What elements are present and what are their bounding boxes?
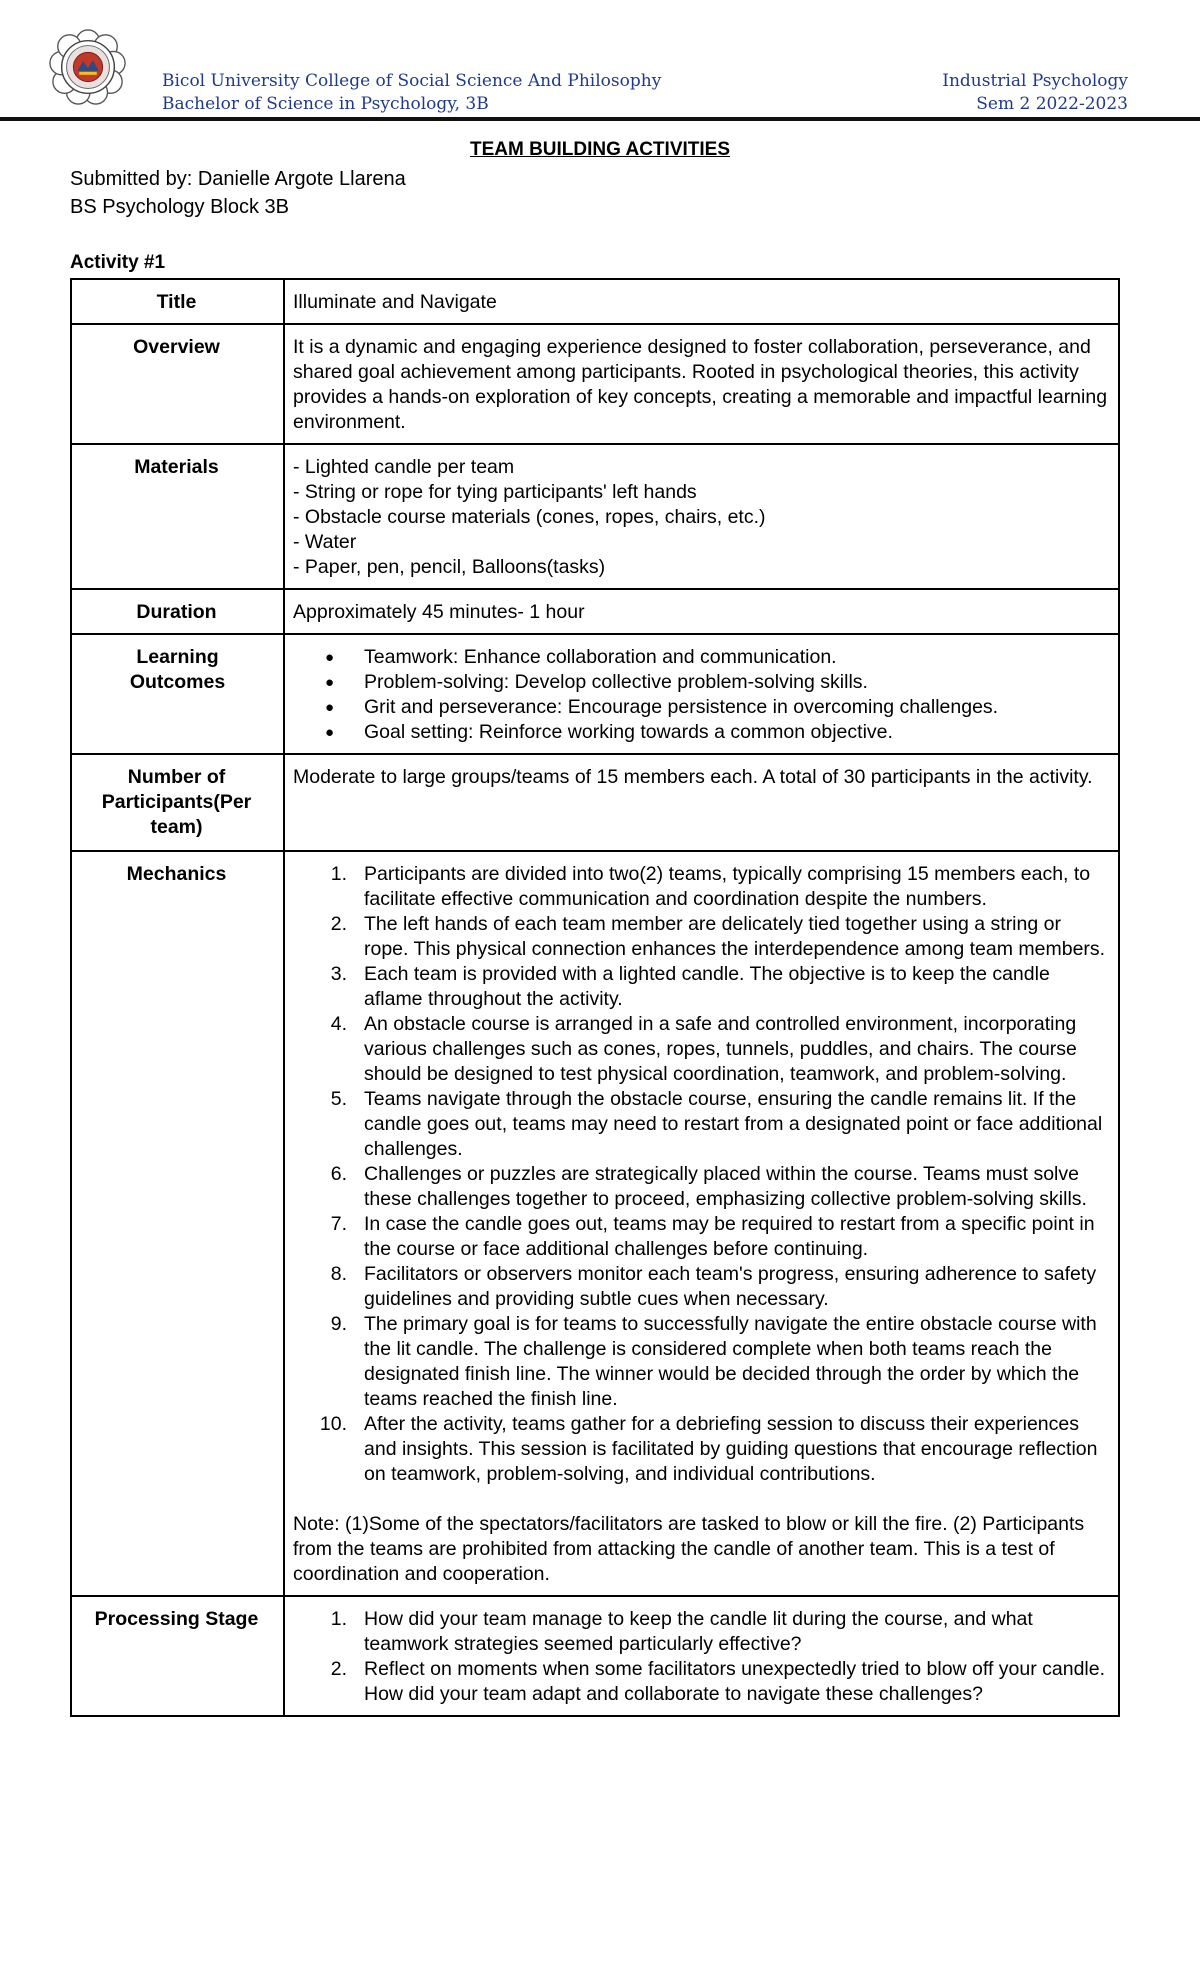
mechanics-item: 9. The primary goal is for teams to successfully navigate the entire obstacle course with the lit candle. The challenge is considered complete when both teams reach the designated finish line. The winner would be decided through the order by which the teams reached the finish line.	[330, 1313, 1097, 1410]
header-divider	[0, 117, 1200, 121]
materials-label: Materials	[71, 444, 284, 589]
mechanics-label: Mechanics	[71, 851, 284, 1596]
material-item: - String or rope for tying participants' left hands	[293, 481, 697, 503]
processing-item: 1. How did your team manage to keep the candle lit during the course, and what teamwork strategies seemed particularly effective?	[330, 1608, 1033, 1655]
processing-item: 2. Reflect on moments when some facilitators unexpectedly tried to blow off your candle. How did your team adapt and collaborate to navigate these challenges?	[330, 1658, 1106, 1705]
outcomes-label: Learning Outcomes	[71, 634, 284, 754]
outcome-item: ● Teamwork: Enhance collaboration and communication.	[293, 645, 1108, 670]
outcome-item: ● Goal setting: Reinforce working towards a common objective.	[293, 720, 1108, 745]
college-heading	[162, 70, 661, 116]
processing-label: Processing Stage	[71, 1596, 284, 1716]
participants-value: Moderate to large groups/teams of 15 members each. A total of 30 participants in the activity.	[284, 754, 1119, 851]
document-header	[0, 0, 1200, 122]
material-item: - Obstacle course materials (cones, ropes, chairs, etc.)	[293, 506, 766, 528]
title-value: Illuminate and Navigate	[284, 279, 1119, 324]
outcomes-value	[284, 634, 1119, 754]
outcomes-list	[293, 645, 1108, 745]
participants-label: Number of Participants(Per team)	[71, 754, 284, 851]
document-title: TEAM BUILDING ACTIVITIES	[469, 139, 731, 160]
outcome-item: ● Grit and perseverance: Encourage persistence in overcoming challenges.	[293, 695, 1108, 720]
mechanics-value	[284, 851, 1119, 1596]
university-seal-icon	[49, 28, 127, 106]
row-processing-stage	[71, 1596, 1119, 1716]
processing-value	[284, 1596, 1119, 1716]
mechanics-item: 6. Challenges or puzzles are strategically placed within the course. Teams must solve these challenges together to proceed, emphasizing collective problem-solving skills.	[330, 1163, 1087, 1210]
mechanics-item: 1. Participants are divided into two(2) teams, typically comprising 15 members each, to facilitate effective communication and coordination despite the numbers.	[330, 863, 1091, 910]
course-heading	[942, 70, 1128, 116]
row-participants	[71, 754, 1119, 851]
duration-value: Approximately 45 minutes- 1 hour	[284, 589, 1119, 634]
row-title	[71, 279, 1119, 324]
row-mechanics	[71, 851, 1119, 1596]
processing-list	[293, 1607, 1108, 1707]
overview-value: It is a dynamic and engaging experience designed to foster collaboration, perseverance, and shared goal achievement among participants. Rooted in psychological theories, this activity provides a hands-on exploration of key concepts, creating a memorable and impactful learning environment.	[284, 324, 1119, 444]
activity-table	[70, 278, 1120, 1717]
mechanics-item: 2. The left hands of each team member are delicately tied together using a string or rope. This physical connection enhances the interdependence among team members.	[330, 913, 1106, 960]
submitted-by: Submitted by: Danielle Argote Llarena	[70, 168, 406, 190]
mechanics-item: 8. Facilitators or observers monitor each team's progress, ensuring adherence to safety guidelines and providing subtle cues when necessary.	[330, 1263, 1097, 1310]
activity-heading: Activity #1	[70, 252, 166, 273]
row-materials	[71, 444, 1119, 589]
material-item: - Paper, pen, pencil, Balloons(tasks)	[293, 556, 606, 578]
row-overview	[71, 324, 1119, 444]
overview-label: Overview	[71, 324, 284, 444]
mechanics-note: Note: (1)Some of the spectators/facilitators are tasked to blow or kill the fire. (2) Participants from the teams are prohibited from attacking the candle of another team. This is a test of coordination and cooperation.	[293, 1513, 1085, 1585]
title-label: Title	[71, 279, 284, 324]
material-item: - Water	[293, 531, 357, 553]
row-duration	[71, 589, 1119, 634]
mechanics-item: 4. An obstacle course is arranged in a safe and controlled environment, incorporating various challenges such as cones, ropes, tunnels, puddles, and chairs. The course should be designed to test physical coordination, teamwork, and problem-solving.	[330, 1013, 1077, 1085]
mechanics-item: 10. After the activity, teams gather for a debriefing session to discuss their experiences and insights. This session is facilitated by guiding questions that encourage reflection on teamwork, problem-solving, and individual contributions.	[319, 1413, 1098, 1485]
student-block: BS Psychology Block 3B	[70, 196, 289, 218]
mechanics-item: 7. In case the candle goes out, teams may be required to restart from a specific point in the course or face additional challenges before continuing.	[330, 1213, 1095, 1260]
material-item: - Lighted candle per team	[293, 456, 515, 478]
semester: Sem 2 2022-2023	[976, 94, 1128, 114]
duration-label: Duration	[71, 589, 284, 634]
course-name: Industrial Psychology	[942, 71, 1128, 91]
college-name: Bicol University College of Social Science And Philosophy	[162, 71, 662, 91]
mechanics-item: 3. Each team is provided with a lighted candle. The objective is to keep the candle aflame throughout the activity.	[330, 963, 1050, 1010]
materials-value	[284, 444, 1119, 589]
row-learning-outcomes	[71, 634, 1119, 754]
program-name: Bachelor of Science in Psychology, 3B	[162, 94, 489, 114]
mechanics-list	[293, 862, 1108, 1487]
mechanics-item: 5. Teams navigate through the obstacle course, ensuring the candle remains lit. If the candle goes out, teams may need to restart from a designated point or face additional challenges.	[330, 1088, 1103, 1160]
outcome-item: ● Problem-solving: Develop collective problem-solving skills.	[293, 670, 1108, 695]
